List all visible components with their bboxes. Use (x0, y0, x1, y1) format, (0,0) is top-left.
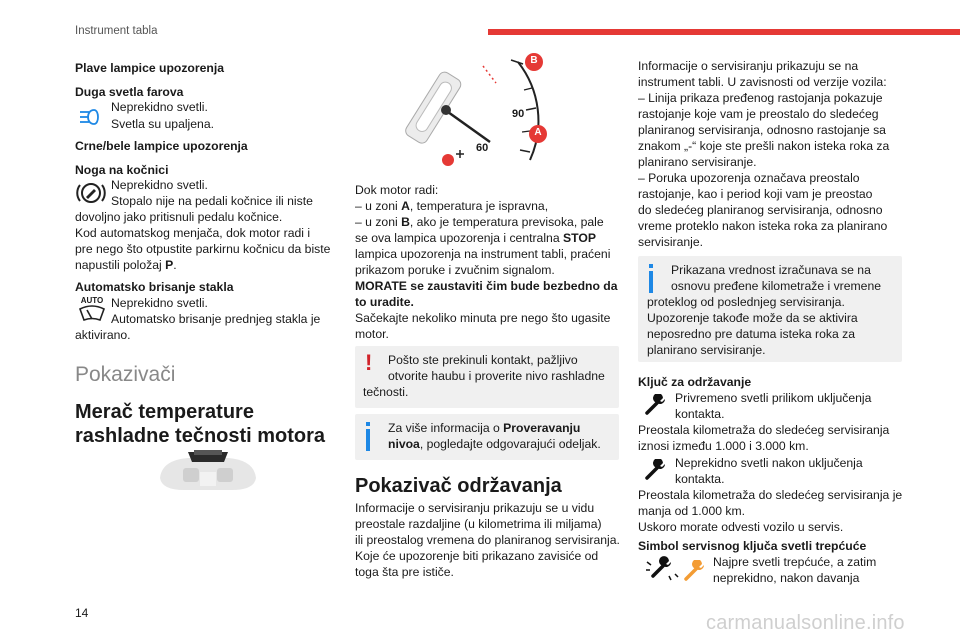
key1-line2: kontakta. (675, 407, 725, 421)
gauge-label-90: 90 (512, 108, 525, 120)
right-line12: servisiranje. (638, 235, 704, 249)
mid-p1-line8: to uradite. (355, 295, 414, 309)
info-icon (649, 264, 653, 294)
auto-wipe-line1: Neprekidno svetli. (111, 296, 208, 310)
orange-wrench-icon (683, 560, 707, 582)
section-title: Pokazivači (75, 363, 176, 386)
running-header: Instrument tabla (75, 25, 158, 37)
wrench-icon (644, 394, 668, 416)
maint-line3: ili preostalog vremena do planiranog servisiranja. (355, 533, 620, 547)
auto-wipe-line3: aktivirano. (75, 328, 131, 342)
foot-brake-icon (76, 180, 106, 206)
right-line6: znakom „-“ koje ste prešli nakon isteka roka za (638, 139, 890, 153)
key2-p2: manja od 1.000 km. (638, 504, 746, 518)
maint-line4: Koje će upozorenje biti prikazano zavisiće od (355, 549, 599, 563)
instrument-cluster-illustration (158, 448, 258, 494)
right-line10: do sledećeg planiranog servisiranja, odnosno (638, 203, 883, 217)
right-line1: Informacije o servisiranju prikazuju se na (638, 59, 859, 73)
foot-brake-line6: napustili položaj P. (75, 258, 177, 272)
maint-line2: preostale razdaljine (u kilometrima ili miljama) (355, 517, 602, 531)
warn-line2: otvorite haubu i proverite nivo rashladne (388, 369, 605, 383)
key2-p1: Preostala kilometraža do sledećeg servisiranja je (638, 488, 903, 502)
auto-wipe-line2: Automatsko brisanje prednjeg stakla je (111, 312, 321, 326)
foot-brake-line1: Neprekidno svetli. (111, 178, 208, 192)
right-line4: rastojanje koje vam je preostalo do sledećeg (638, 107, 879, 121)
temp-gauge-title-2: rashladne tečnosti motora (75, 425, 326, 447)
foot-brake-line5: pre nego što otpustite parkirnu kočnicu da biste (75, 242, 331, 256)
key1-p2: iznosi između 1.000 i 3.000 km. (638, 439, 809, 453)
auto-wiper-icon: AUTO (78, 296, 106, 324)
mid-p1-line10: motor. (355, 327, 389, 341)
info-line2: nivoa, pogledajte odgovarajući odeljak. (388, 437, 601, 451)
page-number: 14 (75, 606, 89, 620)
wrench-icon (644, 459, 668, 481)
mid-p1-line5: lampica upozorenja na instrument tabli, praćeni (355, 247, 611, 261)
temp-gauge-title-1: Merač temperature (75, 401, 254, 423)
warning-exclamation-icon: ! (365, 350, 373, 375)
blue-warning-lamps-heading: Plave lampice upozorenja (75, 61, 225, 75)
warning-note-box (355, 346, 619, 408)
right-line7: planirano servisiranje. (638, 155, 757, 169)
key1-line1: Privremeno svetli prilikom uključenja (675, 391, 872, 405)
flash-line1: Najpre svetli trepćuće, a zatim (713, 555, 877, 569)
warn-line3: tečnosti. (363, 385, 409, 399)
gauge-marker-b: B (530, 55, 538, 66)
high-beam-line1: Neprekidno svetli. (111, 100, 208, 114)
header-accent-bar (488, 29, 960, 35)
high-beam-line2: Svetla su upaljena. (111, 117, 214, 131)
info-note-box (355, 414, 619, 460)
right-line2: instrument tabli. U zavisnosti od verzije vozila: (638, 75, 887, 89)
bw-warning-lamps-heading: Crne/bele lampice upozorenja (75, 139, 248, 153)
maint-line5: toga šta pre ističe. (355, 565, 454, 579)
foot-brake-line3: dovoljno jako pritisnuli pedalu kočnice. (75, 210, 283, 224)
right-line9: rastojanje, kao i period koji vam je preostao (638, 187, 873, 201)
right-line5: planiranog servisiranja, odnosno rastojanje sa (638, 123, 886, 137)
info-line1: Za više informacija o Proveravanju (388, 421, 581, 435)
mid-p1-line9: Sačekajte nekoliko minuta pre nego što ugasite (355, 311, 611, 325)
watermark: carmanualsonline.info (706, 612, 905, 634)
right-line3: – Linija prikaza pređenog rastojanja pokazuje (638, 91, 883, 105)
calc-line1: Prikazana vrednost izračunava se na (671, 263, 871, 277)
key2-line2: kontakta. (675, 472, 725, 486)
mid-p1-line3: – u zoni B, ako je temperatura previsoka, pale (355, 215, 604, 229)
maintenance-indicator-title: Pokazivač održavanja (355, 475, 562, 497)
key2-line1: Neprekidno svetli nakon uključenja (675, 456, 863, 470)
flashing-wrench-icon (645, 556, 679, 582)
foot-brake-heading: Noga na kočnici (75, 163, 169, 177)
calc-line3: proteklog od poslednjeg servisiranja. (647, 295, 845, 309)
gauge-label-60: 60 (476, 142, 489, 154)
calc-line5: neposredno pre datuma isteka roka za (647, 327, 855, 341)
right-line11: vreme proteklo nakon isteka roka za planirano (638, 219, 888, 233)
flash-line2: neprekidno, nakon davanja (713, 571, 860, 585)
gauge-marker-a: A (534, 127, 542, 138)
info-calc-box (638, 256, 902, 362)
foot-brake-line4: Kod automatskog menjača, dok motor radi i (75, 226, 311, 240)
mid-p1-line4: se ova lampica upozorenja i centralna STOP (355, 231, 596, 245)
key1-p1: Preostala kilometraža do sledećeg servisiranja (638, 423, 890, 437)
mid-p1-line2: – u zoni A, temperatura je ispravna, (355, 199, 549, 213)
mid-p1-line7: MORATE se zaustaviti čim bude bezbedno da (355, 279, 618, 293)
calc-line6: planirano servisiranje. (647, 343, 766, 357)
high-beam-icon (78, 107, 104, 127)
right-line8: – Poruka upozorenja označava preostalo (638, 171, 860, 185)
maint-line1: Informacije o servisiranju prikazuju se u vidu (355, 501, 595, 515)
info-icon (366, 422, 370, 452)
mid-p1-line1: Dok motor radi: (355, 183, 439, 197)
mid-p1-line6: prikazom poruke i zvučnim signalom. (355, 263, 555, 277)
temperature-gauge-diagram (398, 50, 558, 172)
flashing-key-heading: Simbol servisnog ključa svetli trepćuće (638, 539, 867, 553)
auto-wipe-heading: Automatsko brisanje stakla (75, 280, 234, 294)
calc-line4: Upozorenje takođe može da se aktivira (647, 311, 858, 325)
high-beam-heading: Duga svetla farova (75, 85, 184, 99)
calc-line2: osnovu pređene kilometraže i vremene (671, 279, 882, 293)
service-key-heading: Ključ za održavanje (638, 375, 752, 389)
key2-p3: Uskoro morate odvesti vozilo u servis. (638, 520, 844, 534)
warn-line1: Pošto ste prekinuli kontakt, pažljivo (388, 353, 578, 367)
foot-brake-line2: Stopalo nije na pedali kočnice ili niste (111, 194, 313, 208)
